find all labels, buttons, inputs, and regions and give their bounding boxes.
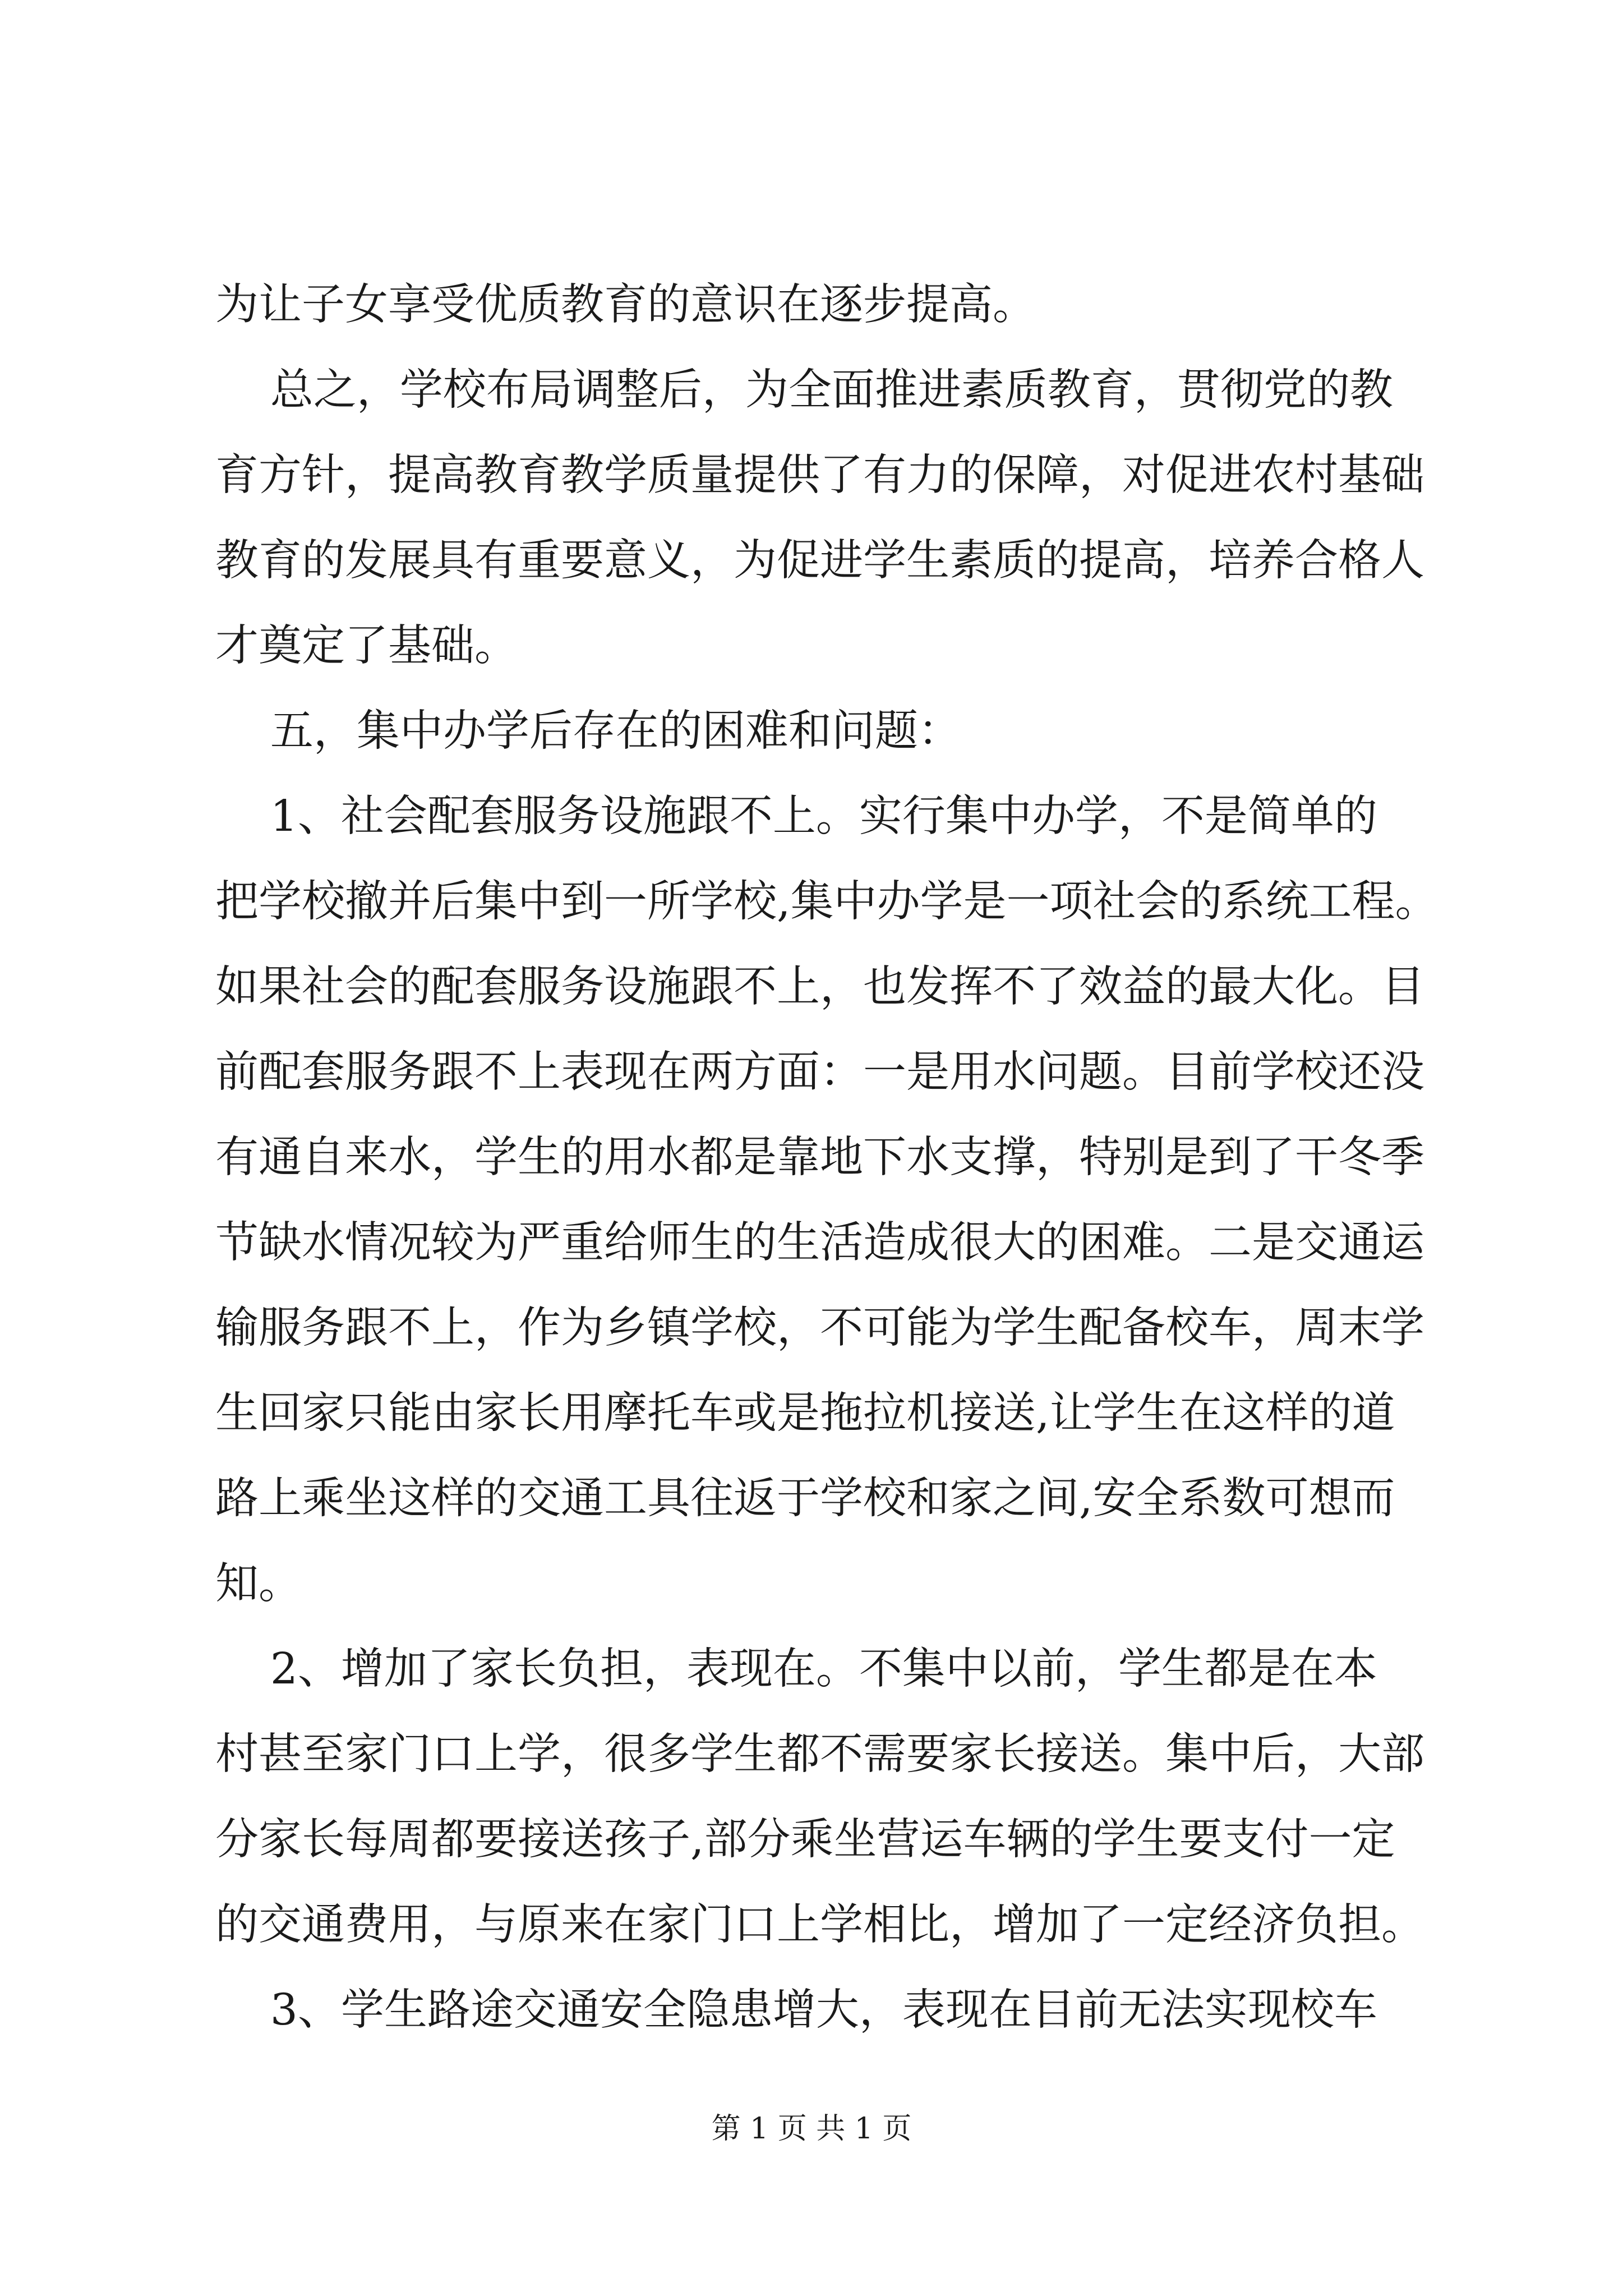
text-line: 把学校撤并后集中到一所学校,集中办学是一项社会的系统工程。 <box>215 877 1438 927</box>
text-line: 为让子女享受优质教育的意识在逐步提高。 <box>215 280 1036 330</box>
text-line: 3、学生路途交通安全隐患增大，表现在目前无法实现校车 <box>215 1985 1377 2035</box>
text-line: 的交通费用，与原来在家门口上学相比，增加了一定经济负担。 <box>215 1900 1424 1950</box>
document-body <box>215 263 1438 2053</box>
text-line: 有通自来水，学生的用水都是靠地下水支撑，特别是到了干冬季 <box>215 1133 1424 1182</box>
text-line: 育方针，提高教育教学质量提供了有力的保障，对促进农村基础 <box>215 450 1424 500</box>
text-line: 2、增加了家长负担，表现在。不集中以前，学生都是在本 <box>215 1644 1377 1694</box>
text-line: 分家长每周都要接送孩子,部分乘坐营运车辆的学生要支付一定 <box>215 1815 1395 1865</box>
text-line: 才奠定了基础。 <box>215 621 518 671</box>
text-line: 总之，学校布局调整后，为全面推进素质教育，贯彻党的教 <box>215 365 1393 415</box>
text-line: 知。 <box>215 1559 302 1609</box>
text-line: 1、社会配套服务设施跟不上。实行集中办学，不是简单的 <box>215 792 1377 841</box>
text-line: 教育的发展具有重要意义，为促进学生素质的提高，培养合格人 <box>215 536 1424 586</box>
text-line: 生回家只能由家长用摩托车或是拖拉机接送,让学生在这样的道 <box>215 1388 1395 1438</box>
text-line: 如果社会的配套服务设施跟不上，也发挥不了效益的最大化。目 <box>215 962 1424 1012</box>
text-line: 路上乘坐这样的交通工具往返于学校和家之间,安全系数可想而 <box>215 1474 1395 1524</box>
text-line: 输服务跟不上，作为乡镇学校，不可能为学生配备校车，周末学 <box>215 1303 1424 1353</box>
text-line: 节缺水情况较为严重给师生的生活造成很大的困难。二是交通运 <box>215 1218 1424 1268</box>
page-footer: 第 1 页 共 1 页 <box>711 2112 912 2146</box>
text-line: 前配套服务跟不上表现在两方面：一是用水问题。目前学校还没 <box>215 1047 1424 1097</box>
text-line: 五，集中办学后存在的困难和问题： <box>215 706 961 756</box>
text-line: 村甚至家门口上学，很多学生都不需要家长接送。集中后，大部 <box>215 1729 1424 1779</box>
